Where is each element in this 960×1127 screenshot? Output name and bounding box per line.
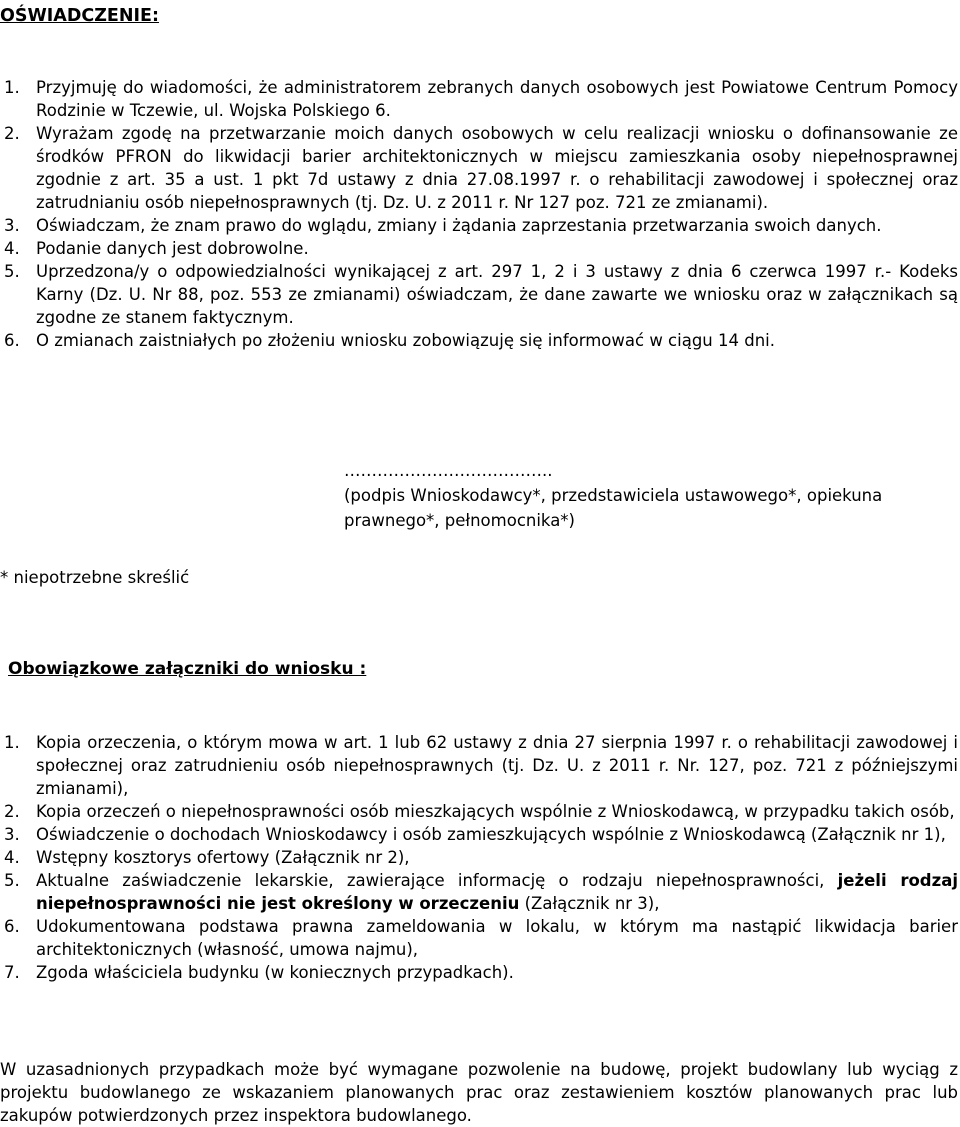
list-item bbox=[0, 961, 958, 984]
item-text: Udokumentowana podstawa prawna zameldowania w lokalu, w którym ma nastąpić likwidacja barier architektonicznych (własność, umowa najmu), bbox=[36, 917, 958, 959]
item-number: 2. bbox=[4, 124, 20, 143]
list-item bbox=[0, 915, 958, 961]
item-text: Przyjmuję do wiadomości, że administratorem zebranych danych osobowych jest Powiatowe Centrum Pomocy Rodzinie w Tczewie, ul. Wojska Polskiego 6. bbox=[36, 78, 958, 120]
statement-heading: OŚWIADCZENIE: bbox=[0, 6, 159, 26]
item-number: 2. bbox=[4, 802, 20, 821]
attachments-list bbox=[0, 731, 958, 984]
item-text: Uprzedzona/y o odpowiedzialności wynikającej z art. 297 1, 2 i 3 ustawy z dnia 6 czerwca 1997 r.- Kodeks Karny (Dz. U. Nr 88, poz. 553 ze zmianami) oświadczam, że dane zawarte we wniosku oraz w załącznikach są zgodne ze stanem faktycznym. bbox=[36, 262, 958, 327]
statements-list bbox=[0, 76, 958, 352]
item-number: 4. bbox=[4, 239, 20, 258]
item-number: 3. bbox=[4, 216, 20, 235]
signature-line: ……………………………….. bbox=[344, 461, 553, 480]
item-text-before: Aktualne zaświadczenie lekarskie, zawierające informację o rodzaju niepełnosprawności, bbox=[36, 871, 838, 890]
signature-caption: (podpis Wnioskodawcy*, przedstawiciela ustawowego*, opiekuna prawnego*, pełnomocnika*) bbox=[344, 486, 883, 530]
signature-block bbox=[344, 458, 934, 533]
list-item bbox=[0, 214, 958, 237]
attachments-heading: Obowiązkowe załączniki do wniosku : bbox=[8, 659, 367, 679]
footnote: * niepotrzebne skreślić bbox=[0, 568, 190, 587]
list-item bbox=[0, 731, 958, 800]
item-text: Wyrażam zgodę na przetwarzanie moich danych osobowych w celu realizacji wniosku o dofinansowanie ze środków PFRON do likwidacji barier architektonicznych w miejscu zamieszkania osoby niepełnosprawnej zgodnie z art. 35 a ust. 1 pkt 7d ustawy z dnia 27.08.1997 r. o rehabilitacji zawodowej i społecznej oraz zatrudnianiu osób niepełnosprawnych (tj. Dz. U. z 2011 r. Nr 127 poz. 721 ze zmianami). bbox=[36, 124, 958, 212]
item-text: Kopia orzeczenia, o którym mowa w art. 1 lub 62 ustawy z dnia 27 sierpnia 1997 r. o rehabilitacji zawodowej i społecznej oraz zatrudnieniu osób niepełnosprawnych (tj. Dz. U. z 2011 r. Nr. 127, poz. 721 z późniejszymi zmianami), bbox=[36, 733, 958, 798]
item-number: 4. bbox=[4, 848, 20, 867]
item-text: Wstępny kosztorys ofertowy (Załącznik nr 2), bbox=[36, 848, 410, 867]
item-number: 6. bbox=[4, 917, 20, 936]
list-item bbox=[0, 329, 958, 352]
list-item bbox=[0, 846, 958, 869]
list-item bbox=[0, 823, 958, 846]
item-text-bold: jeżeli rodzaj niepełnosprawności nie jest określony w orzeczeniu bbox=[36, 871, 959, 913]
item-number: 6. bbox=[4, 331, 20, 350]
item-number: 5. bbox=[4, 871, 20, 890]
item-number: 1. bbox=[4, 78, 20, 97]
item-text: Zgoda właściciela budynku (w koniecznych przypadkach). bbox=[36, 963, 514, 982]
closing-paragraph: W uzasadnionych przypadkach może być wymagane pozwolenie na budowę, projekt budowlany lub wyciąg z projektu budowlanego ze wskazaniem planowanych prac oraz zestawieniem kosztów planowanych prac lub zakupów potwierdzonych przez inspektora budowlanego. bbox=[0, 1060, 958, 1125]
list-item bbox=[0, 869, 958, 915]
item-number: 7. bbox=[4, 963, 20, 982]
item-text: Oświadczenie o dochodach Wnioskodawcy i osób zamieszkujących wspólnie z Wnioskodawcą (Załącznik nr 1), bbox=[36, 825, 946, 844]
list-item bbox=[0, 237, 958, 260]
list-item bbox=[0, 260, 958, 329]
item-text: O zmianach zaistniałych po złożeniu wniosku zobowiązuję się informować w ciągu 14 dni. bbox=[36, 331, 776, 350]
item-text: Podanie danych jest dobrowolne. bbox=[36, 239, 309, 258]
list-item bbox=[0, 76, 958, 122]
item-number: 5. bbox=[4, 262, 20, 281]
list-item bbox=[0, 800, 958, 823]
item-number: 1. bbox=[4, 733, 20, 752]
list-item bbox=[0, 122, 958, 214]
item-number: 3. bbox=[4, 825, 20, 844]
item-text-after: (Załącznik nr 3), bbox=[519, 894, 660, 913]
item-text: Kopia orzeczeń o niepełnosprawności osób mieszkających wspólnie z Wnioskodawcą, w przypadku takich osób, bbox=[36, 802, 955, 821]
item-text: Oświadczam, że znam prawo do wglądu, zmiany i żądania zaprzestania przetwarzania swoich danych. bbox=[36, 216, 882, 235]
